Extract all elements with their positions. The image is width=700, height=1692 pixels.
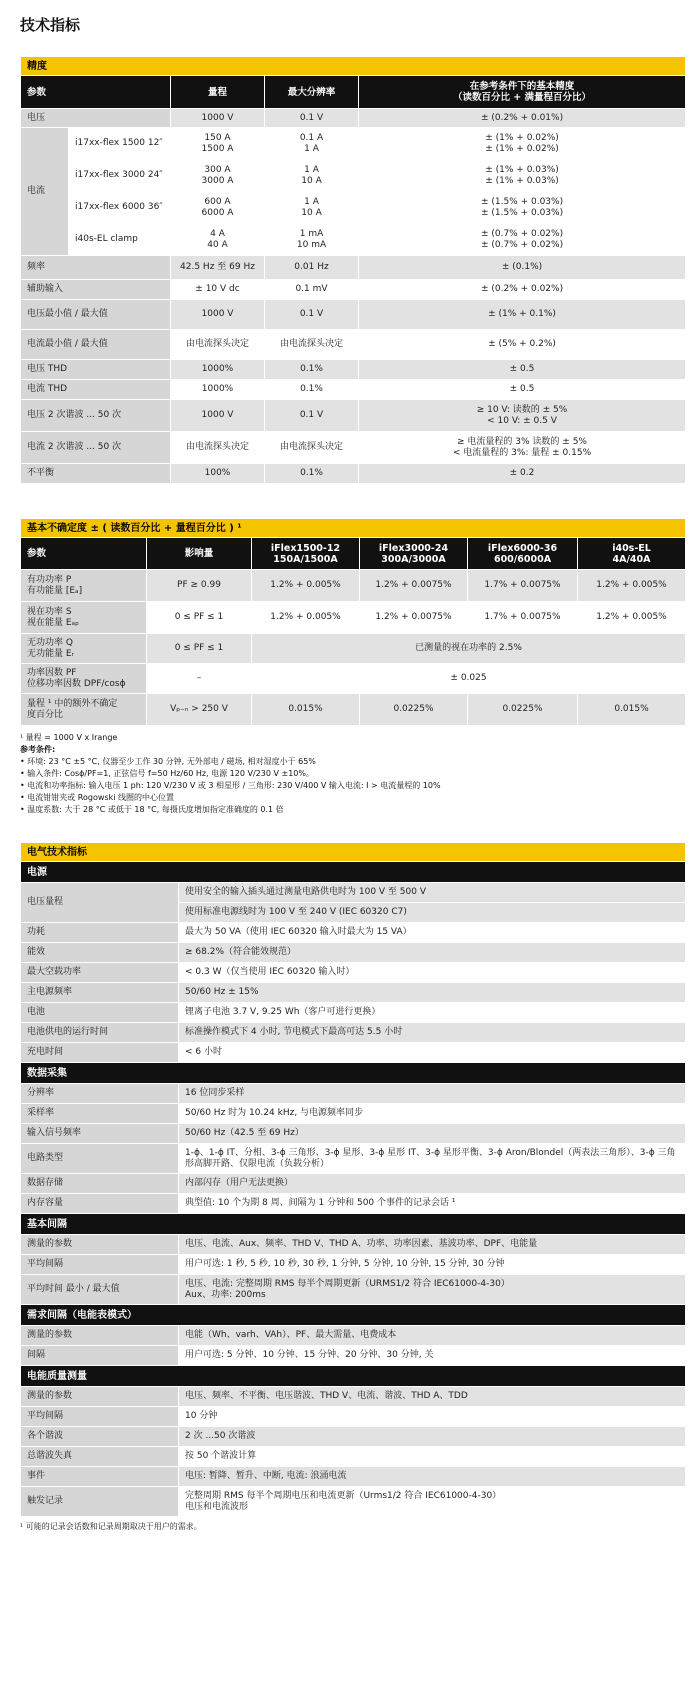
influence-cell: 0 ≤ PF ≤ 1 <box>147 634 252 664</box>
col-param: 参数 <box>21 76 171 109</box>
table-row <box>21 1003 686 1023</box>
note-line: • 温度系数: 大于 28 °C 或低于 18 °C, 每摄氏度增加指定准确度的 0.1 倍 <box>20 805 284 814</box>
cell: 1.7% + 0.0075% <box>468 570 578 602</box>
section-header <box>21 1214 686 1235</box>
row-label: 电压最小值 / 最大值 <box>21 300 171 330</box>
table-row <box>21 400 686 432</box>
table-row <box>21 160 686 192</box>
row-label: 电路类型 <box>21 1144 179 1174</box>
cell: ± 0.5 <box>359 380 686 400</box>
table-row <box>21 128 686 160</box>
row-label: 各个谐波 <box>21 1427 179 1447</box>
table-row <box>21 1427 686 1447</box>
cell: 按 50 个谐波计算 <box>179 1447 686 1467</box>
row-label: 功率因数 PF 位移功率因数 DPF/cosϕ <box>21 664 147 694</box>
cell: 0.1% <box>265 360 359 380</box>
electrical-band: 电气技术指标 <box>21 843 686 862</box>
influence-cell: PF ≥ 0.99 <box>147 570 252 602</box>
cell: ± (1% + 0.02%) ± (1% + 0.02%) <box>359 128 686 160</box>
table-row <box>21 280 686 300</box>
table-row <box>21 1487 686 1517</box>
cell: 42.5 Hz 至 69 Hz <box>171 256 265 280</box>
table-row <box>21 1235 686 1255</box>
cell: 锂离子电池 3.7 V, 9.25 Wh（客户可进行更换） <box>179 1003 686 1023</box>
table-row <box>21 664 686 694</box>
table-row <box>21 109 686 128</box>
row-label: 视在功率 S 视在能量 Eₐₚ <box>21 602 147 634</box>
page-title: 技术指标 <box>20 16 81 34</box>
uncertainty-table <box>20 518 686 726</box>
uncertainty-band: 基本不确定度 ± ( 读数百分比 + 量程百分比 ) ¹ <box>21 519 686 538</box>
cell: 电压、电流、Aux、频率、THD V、THD A、功率、功率因素、基波功率、DPF、电能量 <box>179 1235 686 1255</box>
cell: 1.2% + 0.005% <box>252 602 360 634</box>
cell: 0.1 mV <box>265 280 359 300</box>
row-label: 电压 THD <box>21 360 171 380</box>
cell: 由电流探头决定 <box>171 432 265 464</box>
row-label: 无功功率 Q 无功能量 Eᵣ <box>21 634 147 664</box>
cell: 1 mA 10 mA <box>265 224 359 256</box>
cell: 0.1% <box>265 380 359 400</box>
cell: ≥ 电流量程的 3% 读数的 ± 5% < 电流量程的 3%: 量程 ± 0.15% <box>359 432 686 464</box>
cell: 由电流探头决定 <box>265 432 359 464</box>
cell: ± 10 V dc <box>171 280 265 300</box>
note-line: • 电流和功率指标: 输入电压 1 ph: 120 V/230 V 或 3 相星形 / 三角形: 230 V/400 V 输入电流: I > 电流量程的 10% <box>20 781 441 790</box>
row-label: 测量的参数 <box>21 1235 179 1255</box>
cell: 用户可选: 1 秒, 5 秒, 10 秒, 30 秒, 1 分钟, 5 分钟, 10 分钟, 15 分钟, 30 分钟 <box>179 1255 686 1275</box>
note-line: ¹ 量程 = 1000 V x Irange <box>20 733 118 742</box>
cell: 0.1% <box>265 464 359 484</box>
footnote: ¹ 可能的记录会话数和记录周期取决于用户的需求。 <box>20 1522 202 1531</box>
cell: ± (5% + 0.2%) <box>359 330 686 360</box>
row-label: 量程 ¹ 中的额外不确定 度百分比 <box>21 694 147 726</box>
probe-name: i40s-EL clamp <box>69 224 171 256</box>
span-cell: ± 0.025 <box>252 664 686 694</box>
col-range: 量程 <box>171 76 265 109</box>
row-label: 功耗 <box>21 923 179 943</box>
col-header: 参数 <box>21 538 147 570</box>
cell: 50/60 Hz（42.5 至 69 Hz） <box>179 1124 686 1144</box>
row-label: 电池供电的运行时间 <box>21 1023 179 1043</box>
cell: 0.1 V <box>265 400 359 432</box>
cell: 1.2% + 0.005% <box>578 602 686 634</box>
cell: 1000 V <box>171 400 265 432</box>
cell: 0.0225% <box>468 694 578 726</box>
table-row <box>21 694 686 726</box>
row-label: 测量的参数 <box>21 1387 179 1407</box>
section-header <box>21 1305 686 1326</box>
cell: 2 次 ...50 次谐波 <box>179 1427 686 1447</box>
row-label: 事件 <box>21 1467 179 1487</box>
table-row <box>21 224 686 256</box>
cell: 100% <box>171 464 265 484</box>
section-header <box>21 1063 686 1084</box>
row-label: 平均时间 最小 / 最大值 <box>21 1275 179 1305</box>
col-header: iFlex6000-36 600/6000A <box>468 538 578 570</box>
cell: 0.1 V <box>265 109 359 128</box>
table-row <box>21 923 686 943</box>
row-label: 触发记录 <box>21 1487 179 1517</box>
influence-cell: Vₚ₋ₙ > 250 V <box>147 694 252 726</box>
table-row <box>21 602 686 634</box>
table-row <box>21 192 686 224</box>
row-label: 电流最小值 / 最大值 <box>21 330 171 360</box>
cell: 300 A 3000 A <box>171 160 265 192</box>
cell: ± (0.7% + 0.02%) ± (0.7% + 0.02%) <box>359 224 686 256</box>
cell: 完整周期 RMS 每半个周期电压和电流更新（Urms1/2 符合 IEC61000-4-30） 电压和电流波形 <box>179 1487 686 1517</box>
row-label: 能效 <box>21 943 179 963</box>
table-row <box>21 1084 686 1104</box>
cell: 0.015% <box>578 694 686 726</box>
cell: 1000 V <box>171 300 265 330</box>
row-label: 间隔 <box>21 1346 179 1366</box>
cell: 0.1 V <box>265 300 359 330</box>
cell: 标准操作模式下 4 小时, 节电模式下最高可达 5.5 小时 <box>179 1023 686 1043</box>
table-row <box>21 1255 686 1275</box>
cell: ± (0.1%) <box>359 256 686 280</box>
table-row <box>21 464 686 484</box>
table-row <box>21 1023 686 1043</box>
row-label: 分辨率 <box>21 1084 179 1104</box>
cell: 0.01 Hz <box>265 256 359 280</box>
table-row <box>21 1194 686 1214</box>
cell: ≥ 68.2%（符合能效规范） <box>179 943 686 963</box>
cell: ± (0.2% + 0.01%) <box>359 109 686 128</box>
cell: 由电流探头决定 <box>171 330 265 360</box>
probe-name: i17xx-flex 1500 12″ <box>69 128 171 160</box>
cell: ± (1.5% + 0.03%) ± (1.5% + 0.03%) <box>359 192 686 224</box>
cell: 1.2% + 0.0075% <box>360 602 468 634</box>
cell: < 6 小时 <box>179 1043 686 1063</box>
row-label: 测量的参数 <box>21 1326 179 1346</box>
row-label: 充电时间 <box>21 1043 179 1063</box>
cell: 150 A 1500 A <box>171 128 265 160</box>
table-row <box>21 1124 686 1144</box>
row-label: 频率 <box>21 256 171 280</box>
row-label: 有功功率 P 有功能量 [Eₐ] <box>21 570 147 602</box>
cell: 最大为 50 VA（使用 IEC 60320 输入时最大为 15 VA） <box>179 923 686 943</box>
table-row <box>21 1467 686 1487</box>
cell: 使用标准电源线时为 100 V 至 240 V (IEC 60320 C7) <box>179 903 686 923</box>
influence-cell: 0 ≤ PF ≤ 1 <box>147 602 252 634</box>
cell: 1000% <box>171 360 265 380</box>
table-row <box>21 1174 686 1194</box>
cell: 1000 V <box>171 109 265 128</box>
cell: 1.2% + 0.005% <box>578 570 686 602</box>
table-row <box>21 1447 686 1467</box>
cell: 使用安全的输入插头通过测量电路供电时为 100 V 至 500 V <box>179 883 686 903</box>
cell: ± 0.5 <box>359 360 686 380</box>
cell: 1.2% + 0.0075% <box>360 570 468 602</box>
cell: 10 分钟 <box>179 1407 686 1427</box>
table-row <box>21 1275 686 1305</box>
col-header: iFlex1500-12 150A/1500A <box>252 538 360 570</box>
cell: ± (0.2% + 0.02%) <box>359 280 686 300</box>
cell: 0.1 A 1 A <box>265 128 359 160</box>
section-title: 基本间隔 <box>21 1214 686 1235</box>
section-title: 需求间隔（电能表模式） <box>21 1305 686 1326</box>
table-row <box>21 330 686 360</box>
cell: 4 A 40 A <box>171 224 265 256</box>
col-header: 影响量 <box>147 538 252 570</box>
row-label: 平均间隔 <box>21 1407 179 1427</box>
row-label: 电池 <box>21 1003 179 1023</box>
row-label: 最大空载功率 <box>21 963 179 983</box>
cell: 用户可选: 5 分钟、10 分钟、15 分钟、20 分钟、30 分钟, 关 <box>179 1346 686 1366</box>
electrical-table <box>20 842 686 1517</box>
cell: ± (1% + 0.03%) ± (1% + 0.03%) <box>359 160 686 192</box>
cell: 16 位同步采样 <box>179 1084 686 1104</box>
row-label: 内存容量 <box>21 1194 179 1214</box>
section-header <box>21 862 686 883</box>
influence-cell: – <box>147 664 252 694</box>
table-row <box>21 380 686 400</box>
row-label: 电流 2 次谐波 ... 50 次 <box>21 432 171 464</box>
row-label: 电压 2 次谐波 ... 50 次 <box>21 400 171 432</box>
cell: 50/60 Hz ± 15% <box>179 983 686 1003</box>
cell: 内部闪存（用户无法更换） <box>179 1174 686 1194</box>
row-label: 总谐波失真 <box>21 1447 179 1467</box>
cell: 1000% <box>171 380 265 400</box>
precision-band: 精度 <box>21 57 686 76</box>
row-label: 电压量程 <box>21 883 179 923</box>
table-row <box>21 1104 686 1124</box>
table-row <box>21 1407 686 1427</box>
table-row <box>21 1043 686 1063</box>
cell: ± (1% + 0.1%) <box>359 300 686 330</box>
span-cell: 已测量的视在功率的 2.5% <box>252 634 686 664</box>
col-resolution: 最大分辨率 <box>265 76 359 109</box>
section-title: 电源 <box>21 862 686 883</box>
probe-name: i17xx-flex 3000 24″ <box>69 160 171 192</box>
cell: 1.7% + 0.0075% <box>468 602 578 634</box>
row-label: 不平衡 <box>21 464 171 484</box>
table-row <box>21 943 686 963</box>
table-row <box>21 634 686 664</box>
cell: 电压: 暂降、暂升、中断, 电流: 浪涌电流 <box>179 1467 686 1487</box>
table-row <box>21 883 686 903</box>
table-row <box>21 300 686 330</box>
table-row <box>21 256 686 280</box>
table-row <box>21 570 686 602</box>
note-line: • 环境: 23 °C ±5 °C, 仪器至少工作 30 分钟, 无外部电 / 磁场, 相对湿度小于 65% <box>20 757 316 766</box>
table-row <box>21 963 686 983</box>
note-line: • 输入条件: Cosϕ/PF=1, 正弦信号 f=50 Hz/60 Hz, 电源 120 V/230 V ±10%。 <box>20 769 314 778</box>
current-label: 电流 <box>21 128 69 256</box>
cell: 电压、频率、不平衡、电压谐波、THD V、电流、谐波、THD A、TDD <box>179 1387 686 1407</box>
cell: 1 A 10 A <box>265 160 359 192</box>
cell: 1 A 10 A <box>265 192 359 224</box>
section-title: 数据采集 <box>21 1063 686 1084</box>
cell: 50/60 Hz 时为 10.24 kHz, 与电源频率同步 <box>179 1104 686 1124</box>
note-line: 参考条件: <box>20 745 56 754</box>
row-label: 输入信号频率 <box>21 1124 179 1144</box>
table-row <box>21 1346 686 1366</box>
row-label: 电压 <box>21 109 171 128</box>
cell: 电能（Wh、varh、VAh）、PF、最大需量、电费成本 <box>179 1326 686 1346</box>
cell: 由电流探头决定 <box>265 330 359 360</box>
cell: 电压、电流: 完整周期 RMS 每半个周期更新（URMS1/2 符合 IEC61000-4-30） Aux、功率: 200ms <box>179 1275 686 1305</box>
cell: ≥ 10 V: 读数的 ± 5% < 10 V: ± 0.5 V <box>359 400 686 432</box>
table-row <box>21 360 686 380</box>
row-label: 采样率 <box>21 1104 179 1124</box>
probe-name: i17xx-flex 6000 36″ <box>69 192 171 224</box>
cell: < 0.3 W（仅当使用 IEC 60320 输入时） <box>179 963 686 983</box>
cell: 0.0225% <box>360 694 468 726</box>
cell: 典型值: 10 个为期 8 周、间隔为 1 分钟和 500 个事件的记录会话 ¹ <box>179 1194 686 1214</box>
row-label: 平均间隔 <box>21 1255 179 1275</box>
cell: 1.2% + 0.005% <box>252 570 360 602</box>
table-row <box>21 983 686 1003</box>
col-header: i40s-EL 4A/40A <box>578 538 686 570</box>
table-row <box>21 1326 686 1346</box>
reference-conditions-notes <box>20 732 680 816</box>
row-label: 电流 THD <box>21 380 171 400</box>
precision-table <box>20 56 686 484</box>
row-label: 数据存储 <box>21 1174 179 1194</box>
note-line: • 电流钳钳夹或 Rogowski 线圈的中心位置 <box>20 793 174 802</box>
section-header <box>21 1366 686 1387</box>
cell: 600 A 6000 A <box>171 192 265 224</box>
cell: 1-ϕ、1-ϕ IT、分相、3-ϕ 三角形、3-ϕ 星形、3-ϕ 星形 IT、3-ϕ 星形平衡、3-ϕ Aron/Blondel（两表法三角形）、3-ϕ 三角形高脚开路、仅限电流（负载分析） <box>179 1144 686 1174</box>
row-label: 主电源频率 <box>21 983 179 1003</box>
table-row <box>21 1144 686 1174</box>
col-accuracy: 在参考条件下的基本精度 （读数百分比 + 满量程百分比） <box>359 76 686 109</box>
section-title: 电能质量测量 <box>21 1366 686 1387</box>
cell: ± 0.2 <box>359 464 686 484</box>
cell: 0.015% <box>252 694 360 726</box>
row-label: 辅助输入 <box>21 280 171 300</box>
col-header: iFlex3000-24 300A/3000A <box>360 538 468 570</box>
table-row <box>21 1387 686 1407</box>
table-row <box>21 432 686 464</box>
